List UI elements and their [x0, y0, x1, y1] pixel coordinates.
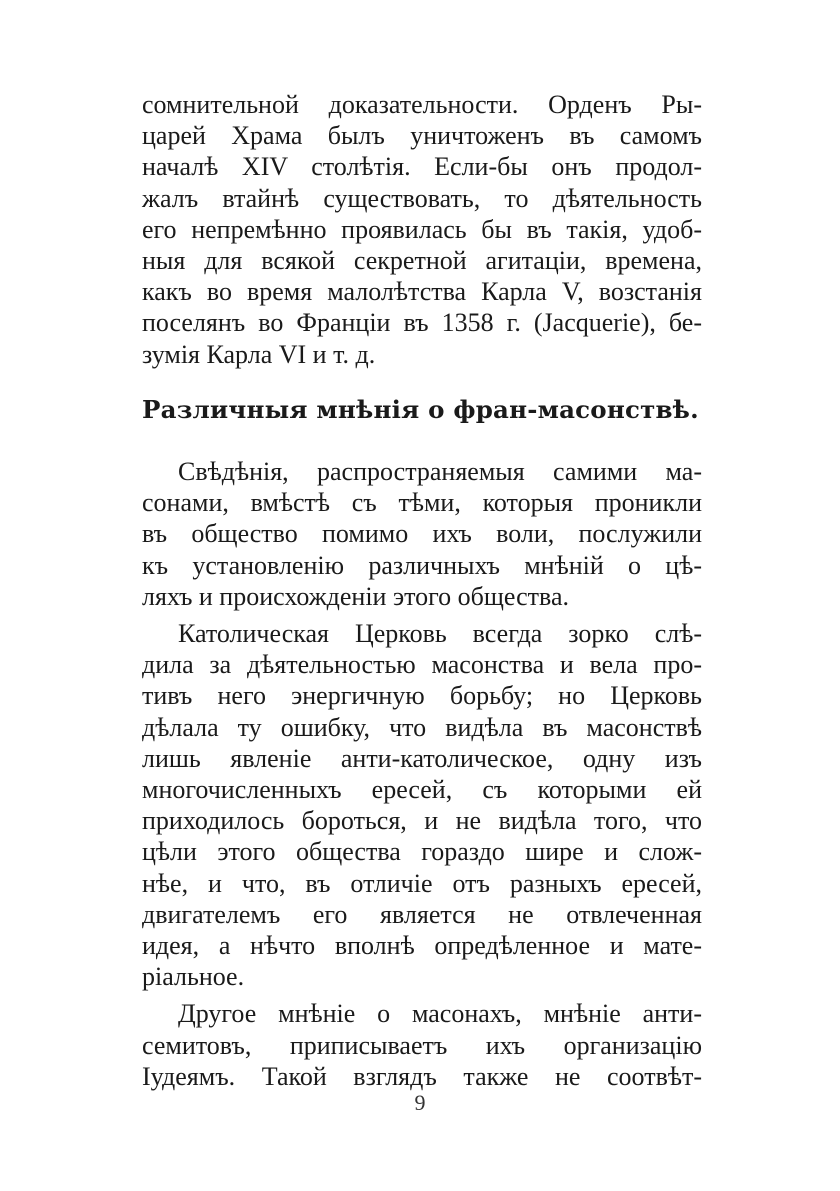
text-line: къ установленію различныхъ мнѣній о цѣ- — [142, 550, 702, 580]
text-line: нѣе, и что, въ отличіе отъ разныхъ ересей, — [142, 868, 702, 898]
paragraph-1 — [142, 456, 702, 612]
text-line: ляхъ и происхожденіи этого общества. — [142, 581, 569, 611]
text-line: Другое мнѣніе о масонахъ, мнѣніе анти- — [178, 999, 702, 1029]
text-line: зумія Карла VI и т. д. — [142, 339, 376, 369]
paragraph-3 — [142, 998, 702, 1092]
text-line: дила за дѣятельностью масонства и вела про- — [142, 650, 702, 680]
text-line: приходилось бороться, и не видѣла того, что — [142, 806, 702, 836]
text-line: началѣ XIV столѣтія. Если-бы онъ продол- — [142, 152, 702, 182]
text-line: многочисленныхъ ересей, съ которыми ей — [142, 775, 702, 805]
text-line: Свѣдѣнія, распространяемыя самими ма- — [178, 457, 702, 486]
text-line: его непремѣнно проявилась бы въ такія, удоб- — [142, 214, 702, 244]
text-line: какъ во время малолѣтства Карла V, возстанія — [142, 277, 702, 307]
text-line: двигателемъ его является не отвлеченная — [142, 899, 702, 929]
text-line: ріальное. — [142, 962, 245, 992]
text-line: жалъ втайнѣ существовать, то дѣятельность — [142, 183, 702, 213]
text-line: поселянъ во Франціи въ 1358 г. (Jacquerie), бе- — [142, 308, 702, 338]
text-line: дѣлала ту ошибку, что видѣла въ масонствѣ — [142, 712, 702, 742]
top-paragraph — [142, 89, 702, 370]
text-line: идея, а нѣчто вполнѣ опредѣленное и мате- — [142, 931, 702, 961]
page-number: 9 — [414, 1090, 426, 1115]
text-line: Іудеямъ. Такой взглядъ также не соотвѣт- — [142, 1061, 702, 1091]
section-heading: Различныя мнѣнія о фран-масонствѣ. — [142, 395, 699, 424]
text-line: тивъ него энергичную борьбу; но Церковь — [142, 681, 702, 711]
text-line: лишь явленіе анти-католическое, одну изъ — [142, 743, 702, 773]
text-line: сомнительной доказательности. Орденъ Ры- — [142, 90, 702, 119]
body-text — [142, 456, 702, 1098]
paragraph-2 — [142, 618, 702, 992]
text-line: цѣли этого общества гораздо шире и слож- — [142, 837, 702, 867]
text-line: Католическая Церковь всегда зорко слѣ- — [178, 619, 702, 649]
text-line: царей Храма былъ уничтоженъ въ самомъ — [142, 121, 702, 151]
text-line: сонами, вмѣстѣ съ тѣми, которыя проникли — [142, 488, 702, 518]
text-line: ныя для всякой секретной агитаціи, времена, — [142, 246, 702, 276]
text-line: семитовъ, приписываетъ ихъ организацію — [142, 1030, 702, 1060]
text-line: въ общество помимо ихъ воли, послужили — [142, 519, 702, 549]
